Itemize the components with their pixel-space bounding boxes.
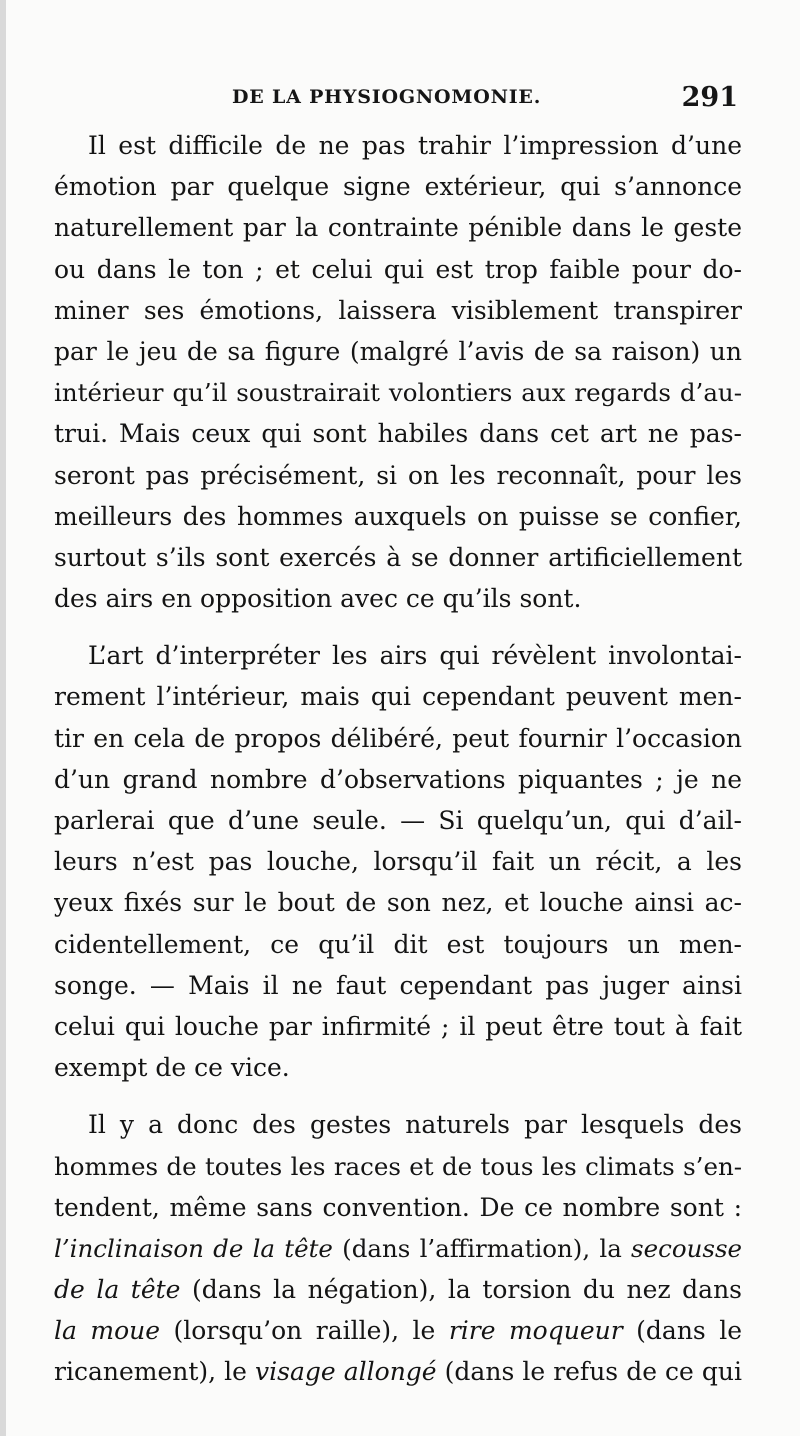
italic-term: secousse xyxy=(631,1233,742,1263)
text-line: émotion par quelque signe extérieur, qui s’annonce xyxy=(54,172,742,202)
text-line: par le jeu de sa figure (malgré l’avis de sa raison) un xyxy=(54,336,742,366)
text-span: (lorsqu’on raille), le xyxy=(160,1316,449,1346)
text-line xyxy=(54,1310,742,1351)
text-line: d’un grand nombre d’observations piquantes ; je ne xyxy=(54,764,742,794)
text-span: ricanement), le xyxy=(54,1357,256,1387)
running-title: DE LA PHYSIOGNOMONIE. xyxy=(232,86,542,108)
text-line xyxy=(54,1228,742,1269)
text-line: surtout s’ils sont exercés à se donner artificiellement xyxy=(54,542,742,572)
text-line: trui. Mais ceux qui sont habiles dans cet art ne pas- xyxy=(54,419,742,449)
text-line: naturellement par la contrainte pénible dans le geste xyxy=(54,213,742,243)
text-line: des airs en opposition avec ce qu’ils sont. xyxy=(54,584,582,614)
text-line: L’art d’interpréter les airs qui révèlent involontai- xyxy=(88,641,742,671)
text-span: (dans la négation), la torsion du nez dans xyxy=(180,1275,742,1305)
italic-term: de la tête xyxy=(54,1275,181,1305)
text-span: (dans l’affirmation), la xyxy=(332,1233,632,1263)
text-line xyxy=(54,1269,742,1310)
italic-term: la moue xyxy=(54,1316,161,1346)
text-line: songe. — Mais il ne faut cependant pas juger ainsi xyxy=(54,970,742,1000)
italic-term: rire moqueur xyxy=(448,1316,623,1346)
text-line xyxy=(54,1351,742,1392)
text-line: exempt de ce vice. xyxy=(54,1053,290,1083)
text-line: parlerai que d’une seule. — Si quelqu’un, qui d’ail- xyxy=(54,806,742,835)
paragraph-gap xyxy=(54,1088,742,1104)
text-line: leurs n’est pas louche, lorsqu’il fait un récit, a les xyxy=(54,847,742,877)
text-line: tendent, même sans convention. De ce nombre sont : xyxy=(54,1192,742,1222)
paragraph-2 xyxy=(54,635,742,1088)
text-line: intérieur qu’il soustrairait volontiers aux regards d’au- xyxy=(54,378,742,408)
page-header xyxy=(54,82,742,122)
text-line: celui qui louche par infirmité ; il peut être tout à fait xyxy=(54,1011,742,1041)
paragraph-gap xyxy=(54,619,742,635)
text-line: seront pas précisément, si on les reconnaît, pour les xyxy=(54,460,742,490)
text-line: miner ses émotions, laissera visiblement transpirer xyxy=(54,295,742,325)
body-text xyxy=(54,125,742,1393)
text-line: yeux fixés sur le bout de son nez, et louche ainsi ac- xyxy=(54,888,742,918)
text-line: meilleurs des hommes auxquels on puisse se confier, xyxy=(54,501,742,531)
paragraph-1 xyxy=(54,125,742,619)
text-line: ou dans le ton ; et celui qui est trop faible pour do- xyxy=(54,254,742,284)
text-span: (dans le refus de ce qui xyxy=(436,1357,742,1387)
text-line: cidentellement, ce qu’il dit est toujours un men- xyxy=(54,929,742,959)
page-edge xyxy=(0,0,6,1436)
text-line: hommes de toutes les races et de tous les climats s’en- xyxy=(54,1151,742,1181)
italic-term: visage allongé xyxy=(255,1357,437,1387)
paragraph-3 xyxy=(54,1104,742,1392)
text-span: (dans le xyxy=(622,1316,742,1346)
italic-term: l’inclinaison de la tête xyxy=(54,1233,333,1263)
text-line: Il y a donc des gestes naturels par lesquels des xyxy=(88,1110,742,1140)
text-line: Il est difficile de ne pas trahir l’impression d’une xyxy=(88,131,742,160)
text-line: tir en cela de propos délibéré, peut fournir l’occasion xyxy=(54,723,742,753)
page-number: 291 xyxy=(681,82,738,113)
text-line: rement l’intérieur, mais qui cependant peuvent men- xyxy=(54,682,742,712)
